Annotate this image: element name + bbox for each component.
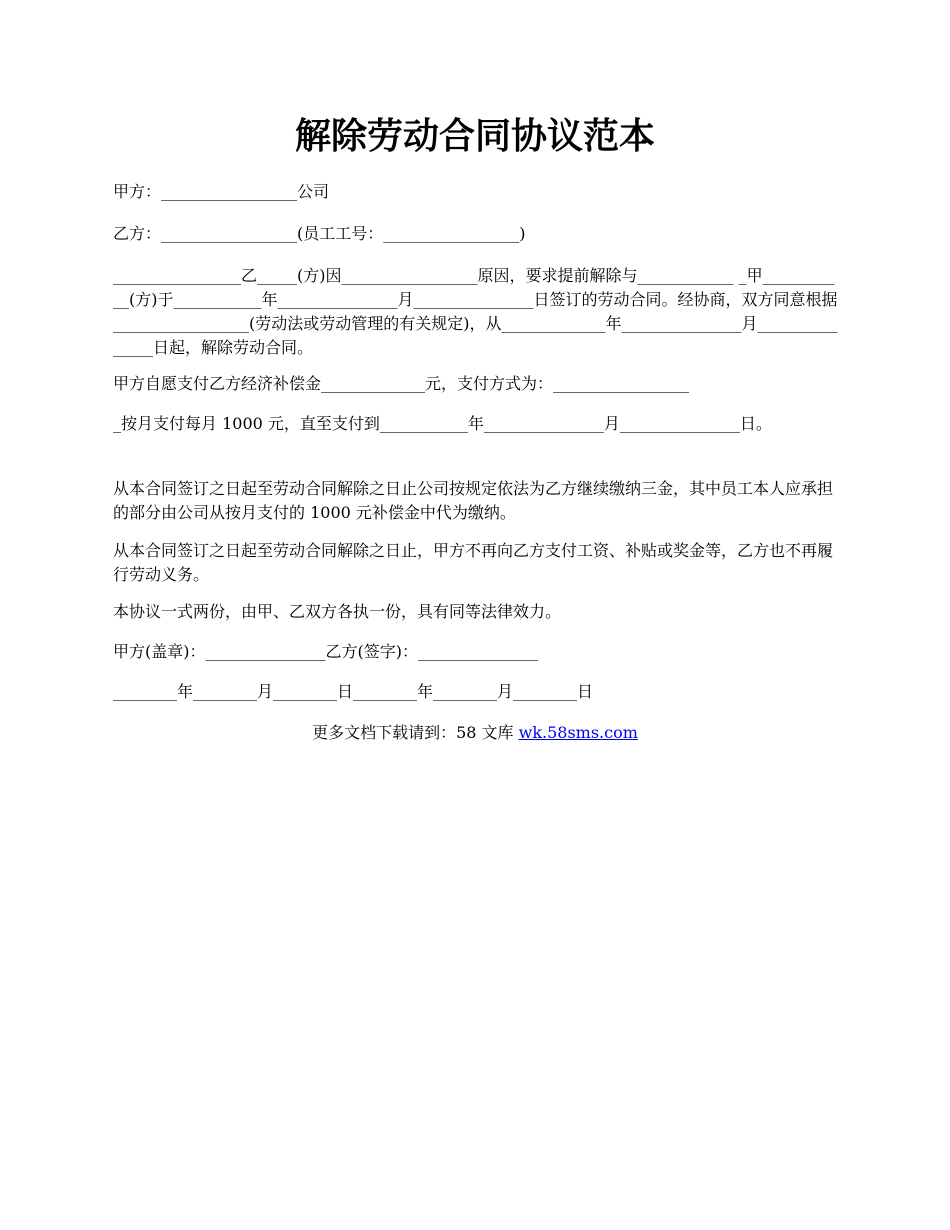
insurance-paragraph: 从本合同签订之日起至劳动合同解除之日止公司按规定依法为乙方继续缴纳三金，其中员工本人应承担的部分由公司从按月支付的 1000 元补偿金中代为缴纳。 [113, 479, 834, 522]
copies-paragraph: 本协议一式两份，由甲、乙双方各执一份，具有同等法律效力。 [113, 602, 562, 621]
party-b-line: 乙方：_________________(员工工号：_________________) [113, 224, 526, 243]
document-title: 解除劳动合同协议范本 [294, 115, 655, 157]
footer-text: 更多文档下载请到：58 文库 [312, 723, 519, 742]
footer [0, 721, 950, 745]
date-line: ________年________月________日________年________月________日 [113, 682, 594, 701]
footer-link[interactable]: wk.58sms.com [518, 723, 638, 742]
termination-reason-paragraph: ________________乙_____(方)因_________________原因，要求提前解除与____________ _甲___________(方)于___________年_______________月_______________日签订的劳动合同。经协商，双方同意根据_________________(劳动法或劳动管理的有关规定)，从_____________年_______________月_______________日起，解除劳动合同。 [113, 266, 838, 357]
signature-line: 甲方(盖章)：_______________乙方(签字)：_______________ [113, 642, 538, 661]
payment-schedule-paragraph: _按月支付每月 1000 元，直至支付到___________年_______________月_______________日。 [113, 414, 772, 433]
compensation-line: 甲方自愿支付乙方经济补偿金_____________元，支付方式为：_________________ [113, 374, 690, 393]
no-wages-paragraph: 从本合同签订之日起至劳动合同解除之日止，甲方不再向乙方支付工资、补贴或奖金等，乙方也不再履行劳动义务。 [113, 541, 834, 584]
party-a-line: 甲方：_________________公司 [113, 182, 330, 201]
